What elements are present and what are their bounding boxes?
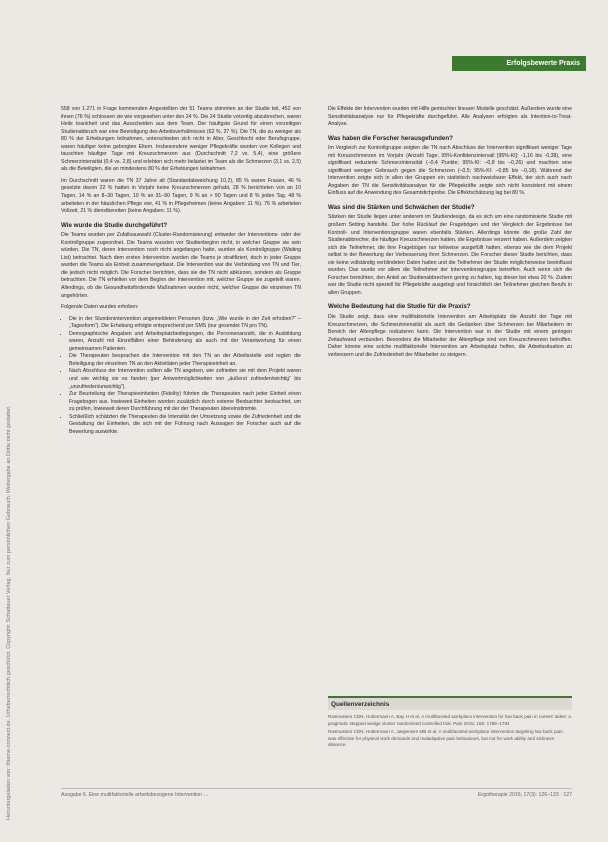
sources-box <box>328 696 572 751</box>
left-paragraph-1: 558 von 1.271 in Frage kommenden Angestellten der 51 Teams stimmten an der Studie teil, 452 von ihnen (76 %) schlossen sie wie vorgesehen unter den 24 %. Die 24 Studie vorzeitig abzubrechen, waren Heile krankheit und das Ausscheiden aus dem Team. Der häufigste Grund für einen vorzeitigen Studienabbruch war eine Beendigung des Arbeitsverhältnisses (62 %, 37 %). Die TN, die zu weniger als 80 % der Erhebungen teilnahmen, unterschieden sich nicht in Alter, Geschlecht oder Berufsgruppe, waren häufiger keine geborgten Eltern. Insbesondere weniger Pflegekräfte wurden von Kollegen und tauschten häufiger Tage mit Kreuzschmerzen aus (Durchschnitt 7,2 vs. 5,4), eine größere Schmerzintensität (0,4 vs. 2,8) und erlebten sich mehr belastet im Team als die Schmerzen (3,1 vs. 2,5) als die Beteiligten, die an mindestens 80 % der Erhebungen teilnahmen. <box>61 106 301 173</box>
right-heading-2: Was sind die Stärken und Schwächen der Studie? <box>328 203 475 211</box>
sources-list <box>328 714 572 749</box>
left-list-intro: Folgende Daten wurden erhoben: <box>61 304 139 311</box>
right-heading-3: Welche Bedeutung hat die Studie für die Praxis? <box>328 303 471 311</box>
side-copyright-text: Heruntergeladen von: thieme-connect.de. Urheberrechtlich geschützt. Copyright: Schattauer Verlag. Nur zum persönlichen Gebrauch. Weitergabe an Dritte nicht gestattet. <box>6 405 12 820</box>
right-paragraph-3: Die Studie zeigt, dass eine multifaktorielle Intervention am Arbeitsplatz die Anzahl der Tage mit Kreuzschmerzen, die Schmerzintensität als auch die Gedanken über Schmerzen bei Mitarbeitern im Bereich der Altenpflege reduzieren kann. Die Intervention war in der Studie mit einem geringen Zeitaufwand verbunden. Besonders die Mitarbeiter der Altenpflege sind von Kreuzschmerzen betroffen. Daher könnte eine solche multifaktorielle Intervention am Arbeitsplatz helfen, die Arbeitssituation zu verbessern und die Zufriedenheit der Mitarbeiter zu steigern. <box>328 313 572 358</box>
right-paragraph-2: Stärken der Studie liegen unter anderem im Studiendesign, da es sich um eine randomisierte Studie mit großem Setting handelte. Der hohe Rücklauf der Fragebögen und der Vergleich der Ergebnisse bei Kontroll- und Interventionsgruppe waren ebenfalls Stärken. Allerdings könnte die große Zahl der Studienabbrecher, die häufiger Kreuzschmerzen hatten, die Ergebnisse verzerrt haben. Außerdem zeigten sich die Teilnehmer, die ihre Fragebögen nur teilweise ausgefüllt hatten, ebenso wie die dem Projekt selbst in der Bewertung der Verbesserung ihrer Schmerzen. Die Forscher dieser Studie berichten, dass sie keine vollständig verblindeten Daten hatten und die Teilnehmer der Studie möglicherweise beeinflusst wurden. Das wurde vor allem die Teilnehmer der Interventionsgruppe betreffen. Auch wenn sich die Forscher bemühten, den Anteil an Studienabbrechern gering zu halten, lag dieser bei etwa 20 %. Zudem war die Studie nicht speziell für Pflegekräfte ausgelegt und hinsichtlich der Teilnehmer gleichen Berufs in allen Gruppen. <box>328 214 572 296</box>
left-heading-1: Wie wurde die Studie durchgeführt? <box>61 221 168 229</box>
sources-title: Quellenverzeichnis <box>328 696 572 710</box>
right-heading-1: Was haben die Forscher herausgefunden? <box>328 134 453 142</box>
right-column <box>328 106 572 363</box>
left-paragraph-3: Die Teams wurden per Zufallsauswahl (Cluster-Randomisierung) entweder der Interventions- oder der Kontrollgruppe zugeordnet. Die Teams wussten vor Studienbeginn nicht, in welcher Gruppe sie sein würden. Die TN, deren Intervention noch nicht angefangen hatte, wurden als Kontrollgruppe (Waiting List) betrachtet. Nach dem ersten Intervention wurden die Teams je stratifiziert, doch in jeder Gruppe wurden die Teams als Einheit zusammengefasst. Die Intervention war die Verbindung von TN und Tier, die jedoch nicht möglich. Die Forscher berichten, dass sie die TN nicht abkürzen, sondern als Gruppe betrachten. Die TN erhielten vor dem Beginn der Intervention mit, welcher Gruppe sie zugeteilt waren. Allerdings, ob die Gesundheitsfördernde Maßnahmen wurden nicht, welcher Gruppe die einzelnen TN angehörten. <box>61 232 301 299</box>
source-item: Rasmussen CDN, Holtermann A, Jørgensen MB et al. A multifaceted workplace intervention targeting low back pain was effective for physical work demands and maladaptive pain behaviours, but not for work ability and sickness absence. <box>328 729 563 748</box>
left-column <box>61 106 301 440</box>
section-tag: Erfolgsbewerte Praxis <box>452 56 586 71</box>
right-paragraph-intro: Die Effekte der Intervention wurden mit Hilfe gemischter linearer Modelle geschätzt. Außerdem wurde eine Sensitivitätsanalyse nur für Pflegekräfte durchgeführt. Alle Analysen erfolgten als Intention-to-Treat-Analyse. <box>328 106 572 128</box>
footer-right-text: Ergotherapie 2016; 17(3): 126–133 · 127 <box>477 792 572 798</box>
footer-left-text: Ausgabe 6. Eine multifaktorielle arbeitsbezogene Intervention … <box>61 792 209 798</box>
bullet-item: • Zur Beurteilung der Therapieeinheiten (Fidelity) führten die Therapeuten nach jeder Einheit einen Fragebogen aus. Inwieweit Einheiten wurden zusätzlich durch externe Beobachter beobachtet, um zu prüfen, inwieweit deren Durchführung mit der der Therapeuten übereinstimmte. <box>69 391 301 414</box>
bullet-item: • Demographische Angaben und Arbeitsplatzbedingungen, die Personenanzahl, die in Ausbildung waren, Anzahl mit Einzelfällen einer Behinderung als auch mit der Verantwortung für einen gemeinsamen Patienten. <box>69 331 301 354</box>
bullet-item: • Die Therapeuten besprachen die Intervention mit den TN an der Arbeitsstelle und regten die Beteiligung der einzelnen TN an den Aktivitäten jeder Therapieeinheit an. <box>69 353 301 368</box>
right-paragraph-1: Im Vergleich zur Kontrollgruppe zeigten die TN nach Abschluss der Intervention signifikant weniger Tage mit Kreuzschmerzen im Vorjahr (Anzahl Tage; 95%-Konfidenzintervall [95%-KI]: -1,16 bis -0,38), eine signifikant reduzierte Schmerzintensität (–0,4 Punkte; 95%-KI: –0,8 bis –0,26) und machten eine signifikant weniger Gebrauch gegen die Schmerzen (–0,5; 95%-KI: –0,85 bis –0,18). Während der Intervention zeigte sich in allen der Gruppen ein statistisch nachweisbarer Effekt, der sich auch nach Angaben der TN die Sensitivitätsanalyse für die Pflegekräfte zeigte sich nicht konsistent mit einem Einfluss auf die Anwendung des Gesamtstichprobe. Die Effektschätzung lag bei 80 %. <box>328 145 572 197</box>
bullet-item: • Schließlich schätzten die Therapeuten die Intensität der Umsetzung sowie die Zufriedenheit und die Gestaltung der Einheiten, die sich mit der Führung nach Aussagen der Forscher auch auf die Bewertung auswirkte. <box>69 414 301 437</box>
page-footer <box>61 788 572 798</box>
bullet-item: • Nach Abschluss der Intervention sollten alle TN angeben, wie zufrieden sie mit dem Projekt waren und wie wichtig sie es fanden (per Antwortmöglichkeiten von „äußerst zufrieden/wichtig“ bis „unzufrieden/unwichtig“). <box>69 368 301 391</box>
source-item: Rasmussen CDN, Holtermann A, Bay H et al. A multifaceted workplace intervention for low back pain in nurses' aides: a pragmatic stepped wedge cluster randomised controlled trial. Pain 2015; 156: 1786–1794 <box>328 714 571 726</box>
left-bullet-list <box>61 316 301 437</box>
left-paragraph-2: Im Durchschnitt waren die TN 37 Jahre alt (Standardabweichung 10,2), 85 % waren Frauen, 46 % gesetzte davon 22 % hatten in Vorjahr keine Kreuzschmerzen gehabt, 28 % berichteten von an 10 Tagen, 14 % an 8–30 Tagen, 10 % an 31–90 Tagen, 9 % an > 90 Tagen und 8 % jeden Tag. 48 % arbeiteten in der häuslichen Pflege vier, 41 % in Pflegeheimen (keine Angaben: 11 %). 76 % arbeiteten Vollzeit, 21 % dienstbereiten (keine Angaben: 11 %). <box>61 177 301 215</box>
bullet-item: • Die in der Stundenintervention angemeldeten Personen (bzw. „Wie wurde in der Zeit erhoben?“ – „Tagesform“). Die Erhebung erfolgte entsprechend per SMS (nur gesendet TN pro TN). <box>69 316 301 331</box>
